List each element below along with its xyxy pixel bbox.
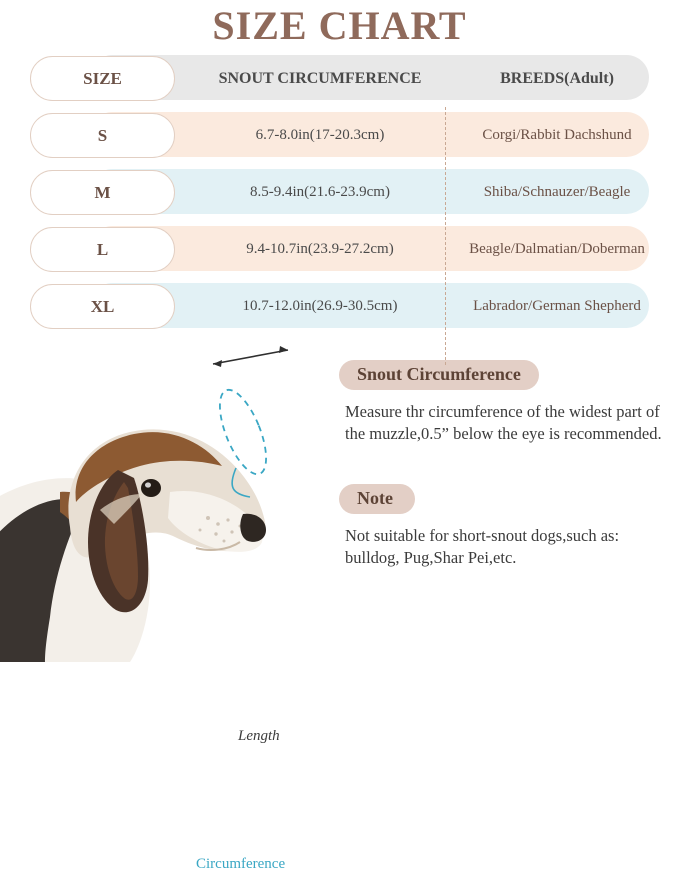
table-row — [30, 169, 649, 216]
snout-heading: Snout Circumference — [339, 360, 539, 390]
cell-breeds: Shiba/Schnauzer/Beagle — [483, 184, 631, 200]
cell-size: M — [30, 170, 175, 215]
table-row — [30, 112, 649, 159]
page-title: SIZE CHART — [212, 3, 467, 48]
measurement-annotations — [0, 342, 330, 662]
cell-snout: 10.7-12.0in(26.9-30.5cm) — [242, 298, 398, 314]
size-chart-table — [30, 55, 649, 330]
header-cell-snout: SNOUT CIRCUMFERENCE — [218, 69, 422, 87]
cell-size: L — [30, 227, 175, 272]
cell-size: S — [30, 113, 175, 158]
cell-breeds: Labrador/German Shepherd — [473, 298, 641, 314]
snout-description: Measure thr circumference of the widest part of the muzzle,0.5” below the eye is recommended. — [345, 402, 662, 444]
header-cell-breeds: BREEDS(Adult) — [500, 69, 614, 87]
table-row — [30, 283, 649, 330]
lower-section — [0, 342, 679, 872]
cell-breeds: Corgi/Rabbit Dachshund — [482, 127, 632, 143]
length-label: Length — [238, 728, 280, 744]
table-header-row — [30, 55, 649, 102]
table-row — [30, 226, 649, 273]
header-cell-size: SIZE — [30, 56, 175, 101]
column-divider — [445, 107, 446, 365]
note-heading: Note — [339, 484, 415, 514]
cell-snout: 6.7-8.0in(17-20.3cm) — [255, 127, 385, 143]
note-block — [345, 484, 665, 570]
circumference-label: Circumference — [196, 856, 286, 872]
cell-snout: 9.4-10.7in(23.9-27.2cm) — [246, 241, 394, 257]
note-description: Not suitable for short-snout dogs,such as: bulldog, Pug,Shar Pei,etc. — [345, 525, 620, 567]
cell-snout: 8.5-9.4in(21.6-23.9cm) — [250, 184, 390, 200]
cell-breeds: Beagle/Dalmatian/Doberman — [469, 241, 645, 257]
info-column — [345, 360, 665, 569]
cell-size: XL — [30, 284, 175, 329]
